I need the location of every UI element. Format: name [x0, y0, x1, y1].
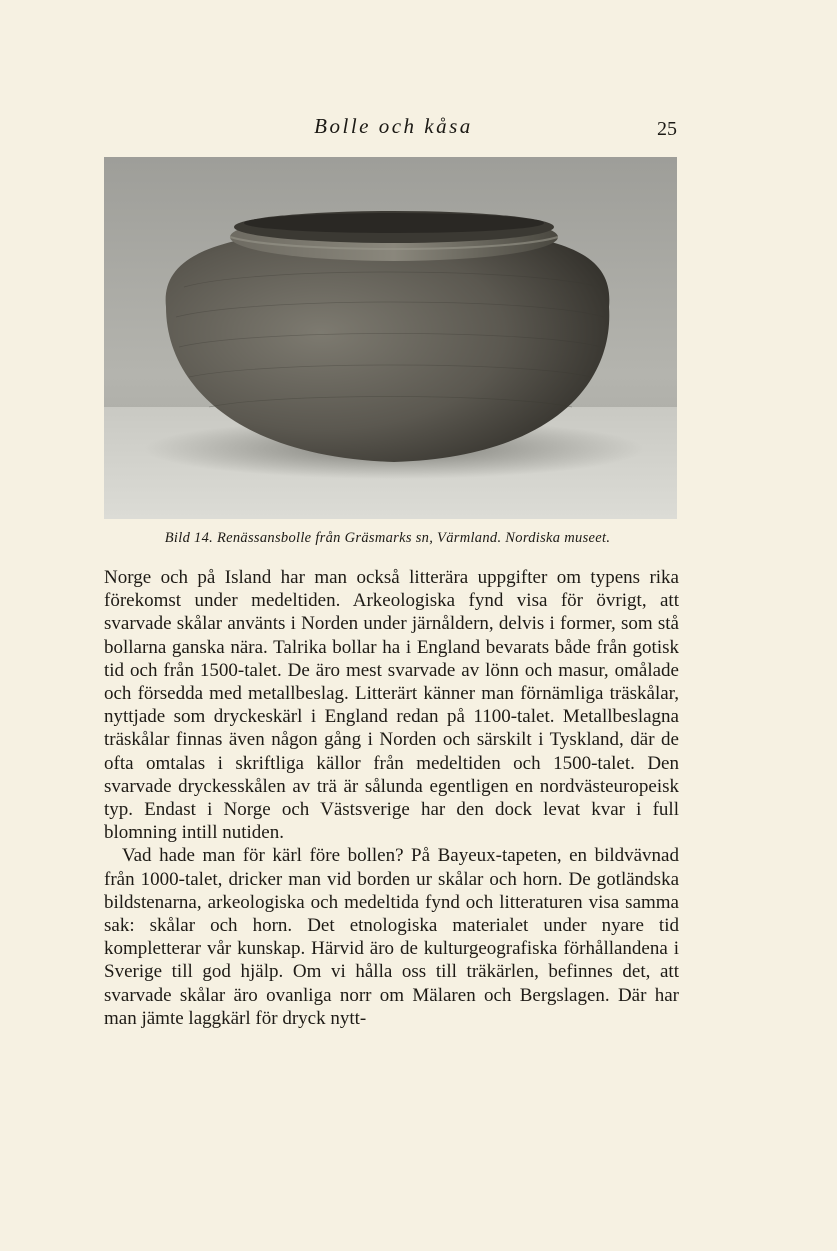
figure-caption: Bild 14. Renässansbolle från Gräsmarks sn, Värmland. Nordiska museet.: [164, 530, 611, 546]
body-text: [104, 566, 679, 1030]
bowl-photo: [104, 157, 677, 519]
page-number: 25: [657, 118, 677, 140]
paragraph: Norge och på Island har man också litterära uppgifter om typens rika förekomst under medeltiden. Arkeologiska fynd visa för övrigt, att svarvade skålar använts i Norden under järnåldern, delvis i former, som stå bollarna ganska nära. Talrika bollar ha i England bevarats både från gotisk tid och från 1500-talet. De äro mest svarvade av lönn och masur, omålade och försedda med metallbeslag. Litterärt känner man förnämliga träskålar, nyttjade som dryckeskärl i England redan på 1100-talet. Metallbeslagna träskålar finnas även någon gång i Norden och särskilt i Tyskland, där de ofta omtalas i skriftliga källor från medeltiden och 1500-talet. Den svarvade dryckesskålen av trä är sålunda egentligen en nordvästeuropeisk typ. Endast i Norge och Västsverige har den dock levat kvar i full blomning intill nutiden.: [104, 567, 679, 844]
bowl-illustration: [104, 157, 677, 519]
running-header-title: Bolle och kåsa: [314, 114, 473, 138]
paragraph: Vad hade man för kärl före bollen? På Bayeux-tapeten, en bildvävnad från 1000-talet, dricker man vid borden ur skålar och horn. De gotländska bildstenarna, arkeologiska och medeltida fynd och litteraturen visa samma sak: skålar och horn. Det etnologiska materialet under nyare tid kompletterar vår kunskap. Härvid äro de kulturgeografiska förhållandena i Sverige till god hjälp. Om vi hålla oss till träkärlen, befinnes det, att svarvade skålar äro ovanliga norr om Mälaren och Bergslagen. Där har man jämte laggkärl för dryck nytt-: [104, 845, 679, 1029]
